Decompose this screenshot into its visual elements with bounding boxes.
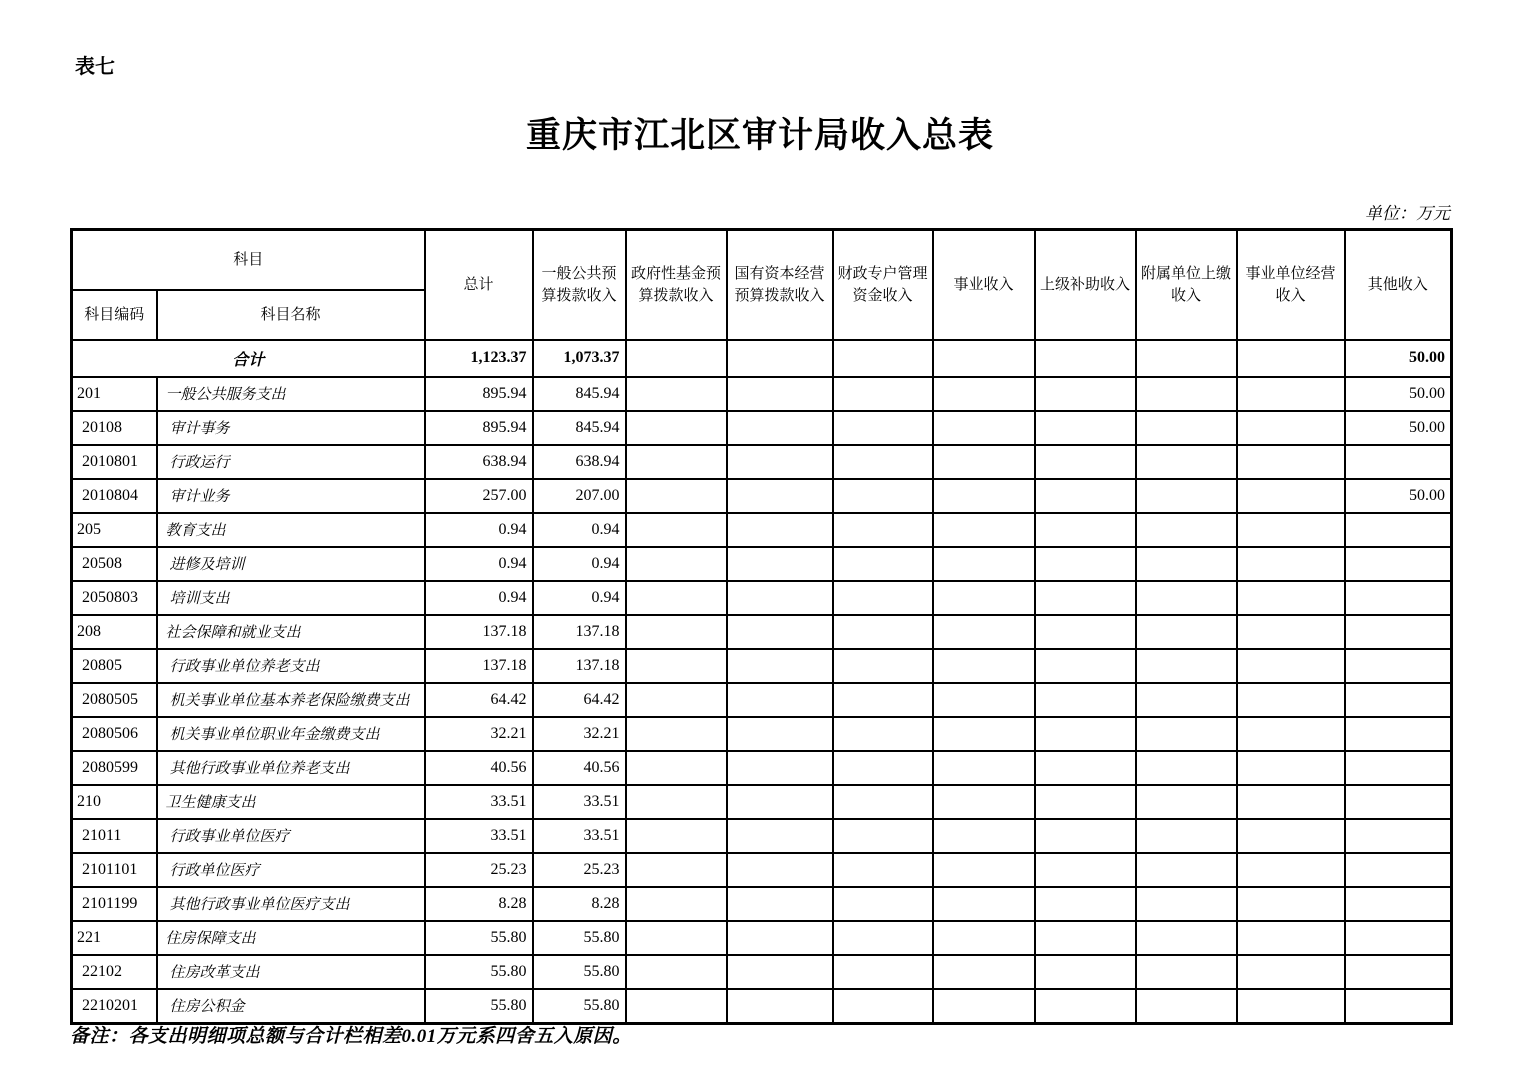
value-col-2: [626, 649, 727, 683]
value-col-1: 55.80: [533, 989, 626, 1024]
value-col-5: [933, 853, 1035, 887]
subject-name: 审计业务: [157, 479, 425, 513]
subject-name: 行政单位医疗: [157, 853, 425, 887]
value-col-8: [1237, 445, 1345, 479]
subject-name: 进修及培训: [157, 547, 425, 581]
subject-code: 2080506: [72, 717, 157, 751]
value-col-4: [833, 683, 933, 717]
value-col-4: [833, 989, 933, 1024]
table-row: [72, 547, 1452, 581]
value-col-1: 55.80: [533, 955, 626, 989]
value-col-3: [727, 377, 833, 411]
subject-code: 2080599: [72, 751, 157, 785]
table-row: [72, 751, 1452, 785]
value-col-2: [626, 615, 727, 649]
value-col-7: [1136, 751, 1237, 785]
total-value-col-1: 1,073.37: [533, 340, 626, 377]
total-row-label: 合计: [72, 340, 425, 377]
value-col-8: [1237, 479, 1345, 513]
value-col-5: [933, 989, 1035, 1024]
value-col-5: [933, 887, 1035, 921]
subject-name: 机关事业单位职业年金缴费支出: [157, 717, 425, 751]
value-col-6: [1035, 955, 1136, 989]
value-col-6: [1035, 479, 1136, 513]
subject-name: 其他行政事业单位养老支出: [157, 751, 425, 785]
subject-name: 培训支出: [157, 581, 425, 615]
header-col-institution-operating: 事业单位经营收入: [1237, 230, 1345, 340]
total-value-col-8: [1237, 340, 1345, 377]
value-col-1: 0.94: [533, 513, 626, 547]
value-col-5: [933, 785, 1035, 819]
value-col-3: [727, 683, 833, 717]
value-col-3: [727, 819, 833, 853]
value-col-7: [1136, 819, 1237, 853]
value-col-2: [626, 513, 727, 547]
table-row: [72, 411, 1452, 445]
value-col-7: [1136, 785, 1237, 819]
value-col-0: 8.28: [425, 887, 533, 921]
subject-code: 2010801: [72, 445, 157, 479]
value-col-0: 895.94: [425, 411, 533, 445]
value-col-0: 638.94: [425, 445, 533, 479]
value-col-4: [833, 649, 933, 683]
total-value-col-5: [933, 340, 1035, 377]
value-col-6: [1035, 649, 1136, 683]
value-col-7: [1136, 479, 1237, 513]
value-col-9: [1345, 751, 1452, 785]
value-col-5: [933, 717, 1035, 751]
subject-name: 住房保障支出: [157, 921, 425, 955]
value-col-9: [1345, 649, 1452, 683]
value-col-2: [626, 479, 727, 513]
value-col-4: [833, 955, 933, 989]
value-col-0: 55.80: [425, 921, 533, 955]
table-row: [72, 887, 1452, 921]
header-col-state-capital-budget: 国有资本经营预算拨款收入: [727, 230, 833, 340]
subject-name: 其他行政事业单位医疗支出: [157, 887, 425, 921]
value-col-4: [833, 819, 933, 853]
value-col-9: [1345, 513, 1452, 547]
header-subject-group: 科目: [72, 230, 425, 290]
header-subject-name: 科目名称: [157, 290, 425, 340]
value-col-5: [933, 547, 1035, 581]
header-col-fiscal-special-account: 财政专户管理资金收入: [833, 230, 933, 340]
header-subject-code: 科目编码: [72, 290, 157, 340]
value-col-3: [727, 615, 833, 649]
value-col-2: [626, 955, 727, 989]
value-col-5: [933, 513, 1035, 547]
value-col-2: [626, 785, 727, 819]
value-col-5: [933, 683, 1035, 717]
subject-code: 2010804: [72, 479, 157, 513]
value-col-9: [1345, 921, 1452, 955]
value-col-2: [626, 547, 727, 581]
value-col-8: [1237, 955, 1345, 989]
value-col-2: [626, 887, 727, 921]
value-col-1: 0.94: [533, 547, 626, 581]
value-col-4: [833, 717, 933, 751]
value-col-7: [1136, 411, 1237, 445]
value-col-7: [1136, 853, 1237, 887]
subject-name: 卫生健康支出: [157, 785, 425, 819]
value-col-1: 32.21: [533, 717, 626, 751]
table-row: [72, 921, 1452, 955]
subject-name: 住房公积金: [157, 989, 425, 1024]
value-col-2: [626, 751, 727, 785]
subject-code: 2101101: [72, 853, 157, 887]
table-row: [72, 683, 1452, 717]
subject-name: 机关事业单位基本养老保险缴费支出: [157, 683, 425, 717]
value-col-1: 638.94: [533, 445, 626, 479]
value-col-0: 55.80: [425, 989, 533, 1024]
value-col-0: 0.94: [425, 581, 533, 615]
subject-code: 208: [72, 615, 157, 649]
subject-code: 20108: [72, 411, 157, 445]
total-value-col-9: 50.00: [1345, 340, 1452, 377]
value-col-3: [727, 989, 833, 1024]
header-col-superior-subsidy: 上级补助收入: [1035, 230, 1136, 340]
value-col-8: [1237, 649, 1345, 683]
value-col-2: [626, 717, 727, 751]
total-value-col-2: [626, 340, 727, 377]
value-col-3: [727, 751, 833, 785]
total-value-col-7: [1136, 340, 1237, 377]
value-col-1: 845.94: [533, 411, 626, 445]
value-col-6: [1035, 547, 1136, 581]
value-col-4: [833, 751, 933, 785]
value-col-5: [933, 921, 1035, 955]
subject-name: 行政事业单位养老支出: [157, 649, 425, 683]
value-col-4: [833, 887, 933, 921]
table-row: [72, 445, 1452, 479]
table-header: [72, 230, 1452, 340]
value-col-8: [1237, 547, 1345, 581]
value-col-9: [1345, 819, 1452, 853]
value-col-9: [1345, 853, 1452, 887]
value-col-7: [1136, 683, 1237, 717]
value-col-7: [1136, 955, 1237, 989]
subject-name: 住房改革支出: [157, 955, 425, 989]
header-col-govt-fund-budget: 政府性基金预算拨款收入: [626, 230, 727, 340]
income-table-body: [72, 340, 1452, 1024]
value-col-4: [833, 411, 933, 445]
value-col-0: 40.56: [425, 751, 533, 785]
unit-label: 单位：万元: [1365, 204, 1450, 223]
table-row: [72, 785, 1452, 819]
value-col-6: [1035, 751, 1136, 785]
value-col-1: 25.23: [533, 853, 626, 887]
value-col-1: 64.42: [533, 683, 626, 717]
value-col-7: [1136, 649, 1237, 683]
value-col-2: [626, 581, 727, 615]
value-col-0: 0.94: [425, 547, 533, 581]
value-col-0: 25.23: [425, 853, 533, 887]
value-col-2: [626, 819, 727, 853]
total-value-col-6: [1035, 340, 1136, 377]
value-col-4: [833, 615, 933, 649]
value-col-7: [1136, 581, 1237, 615]
value-col-8: [1237, 717, 1345, 751]
value-col-8: [1237, 377, 1345, 411]
subject-name: 一般公共服务支出: [157, 377, 425, 411]
value-col-7: [1136, 513, 1237, 547]
subject-code: 2210201: [72, 989, 157, 1024]
value-col-7: [1136, 615, 1237, 649]
value-col-9: 50.00: [1345, 377, 1452, 411]
table-row: [72, 615, 1452, 649]
value-col-3: [727, 513, 833, 547]
header-col-total: 总计: [425, 230, 533, 340]
subject-name: 审计事务: [157, 411, 425, 445]
table-row: [72, 377, 1452, 411]
value-col-9: [1345, 547, 1452, 581]
value-col-8: [1237, 683, 1345, 717]
total-value-col-4: [833, 340, 933, 377]
value-col-6: [1035, 717, 1136, 751]
table-row: [72, 581, 1452, 615]
value-col-1: 33.51: [533, 819, 626, 853]
value-col-7: [1136, 377, 1237, 411]
value-col-4: [833, 377, 933, 411]
value-col-8: [1237, 411, 1345, 445]
value-col-4: [833, 513, 933, 547]
table-row: [72, 853, 1452, 887]
table-row: [72, 717, 1452, 751]
page-title: 重庆市江北区审计局收入总表: [525, 116, 994, 155]
value-col-5: [933, 479, 1035, 513]
subject-code: 21011: [72, 819, 157, 853]
value-col-2: [626, 921, 727, 955]
value-col-2: [626, 411, 727, 445]
value-col-7: [1136, 717, 1237, 751]
subject-code: 2050803: [72, 581, 157, 615]
table-row: [72, 955, 1452, 989]
value-col-4: [833, 445, 933, 479]
value-col-3: [727, 853, 833, 887]
value-col-4: [833, 479, 933, 513]
subject-code: 20508: [72, 547, 157, 581]
value-col-1: 8.28: [533, 887, 626, 921]
value-col-9: [1345, 615, 1452, 649]
value-col-6: [1035, 785, 1136, 819]
value-col-2: [626, 853, 727, 887]
table-row: [72, 513, 1452, 547]
value-col-5: [933, 649, 1035, 683]
subject-name: 社会保障和就业支出: [157, 615, 425, 649]
value-col-7: [1136, 445, 1237, 479]
value-col-8: [1237, 785, 1345, 819]
header-col-institution-income: 事业收入: [933, 230, 1035, 340]
subject-code: 2080505: [72, 683, 157, 717]
subject-code: 22102: [72, 955, 157, 989]
value-col-5: [933, 751, 1035, 785]
header-col-other-income: 其他收入: [1345, 230, 1452, 340]
value-col-4: [833, 853, 933, 887]
subject-code: 201: [72, 377, 157, 411]
value-col-3: [727, 547, 833, 581]
value-col-2: [626, 989, 727, 1024]
value-col-3: [727, 887, 833, 921]
total-value-col-0: 1,123.37: [425, 340, 533, 377]
table-number-label: 表七: [75, 56, 115, 78]
value-col-3: [727, 445, 833, 479]
value-col-0: 0.94: [425, 513, 533, 547]
value-col-8: [1237, 853, 1345, 887]
subject-name: 教育支出: [157, 513, 425, 547]
value-col-9: [1345, 581, 1452, 615]
value-col-6: [1035, 581, 1136, 615]
value-col-7: [1136, 989, 1237, 1024]
value-col-7: [1136, 921, 1237, 955]
value-col-0: 257.00: [425, 479, 533, 513]
value-col-2: [626, 445, 727, 479]
value-col-1: 33.51: [533, 785, 626, 819]
value-col-2: [626, 683, 727, 717]
income-table: [70, 228, 1453, 1025]
value-col-6: [1035, 989, 1136, 1024]
subject-name: 行政事业单位医疗: [157, 819, 425, 853]
value-col-1: 0.94: [533, 581, 626, 615]
value-col-0: 32.21: [425, 717, 533, 751]
value-col-6: [1035, 683, 1136, 717]
value-col-5: [933, 581, 1035, 615]
value-col-7: [1136, 547, 1237, 581]
total-row: [72, 340, 1452, 377]
value-col-3: [727, 649, 833, 683]
value-col-4: [833, 785, 933, 819]
value-col-8: [1237, 513, 1345, 547]
value-col-9: 50.00: [1345, 411, 1452, 445]
value-col-5: [933, 445, 1035, 479]
value-col-3: [727, 955, 833, 989]
value-col-9: [1345, 887, 1452, 921]
value-col-0: 895.94: [425, 377, 533, 411]
value-col-9: [1345, 989, 1452, 1024]
value-col-3: [727, 581, 833, 615]
value-col-6: [1035, 887, 1136, 921]
value-col-4: [833, 547, 933, 581]
value-col-6: [1035, 377, 1136, 411]
value-col-1: 40.56: [533, 751, 626, 785]
value-col-6: [1035, 615, 1136, 649]
table-row: [72, 479, 1452, 513]
value-col-8: [1237, 989, 1345, 1024]
value-col-8: [1237, 615, 1345, 649]
total-value-col-3: [727, 340, 833, 377]
value-col-2: [626, 377, 727, 411]
value-col-8: [1237, 921, 1345, 955]
value-col-5: [933, 615, 1035, 649]
table-row: [72, 819, 1452, 853]
value-col-5: [933, 955, 1035, 989]
value-col-5: [933, 377, 1035, 411]
subject-code: 2101199: [72, 887, 157, 921]
value-col-0: 137.18: [425, 615, 533, 649]
value-col-9: 50.00: [1345, 479, 1452, 513]
value-col-8: [1237, 819, 1345, 853]
table-row: [72, 989, 1452, 1024]
value-col-9: [1345, 683, 1452, 717]
value-col-9: [1345, 445, 1452, 479]
value-col-5: [933, 819, 1035, 853]
subject-code: 20805: [72, 649, 157, 683]
header-col-affiliated-unit-remittance: 附属单位上缴收入: [1136, 230, 1237, 340]
value-col-3: [727, 785, 833, 819]
value-col-3: [727, 411, 833, 445]
value-col-3: [727, 479, 833, 513]
value-col-8: [1237, 887, 1345, 921]
value-col-0: 137.18: [425, 649, 533, 683]
value-col-3: [727, 921, 833, 955]
footnote: 备注：各支出明细项总额与合计栏相差0.01万元系四舍五入原因。: [70, 1026, 632, 1047]
value-col-1: 845.94: [533, 377, 626, 411]
value-col-1: 55.80: [533, 921, 626, 955]
value-col-9: [1345, 717, 1452, 751]
value-col-1: 207.00: [533, 479, 626, 513]
value-col-8: [1237, 751, 1345, 785]
value-col-3: [727, 717, 833, 751]
value-col-1: 137.18: [533, 615, 626, 649]
subject-code: 205: [72, 513, 157, 547]
value-col-6: [1035, 921, 1136, 955]
subject-code: 210: [72, 785, 157, 819]
header-col-general-public-budget: 一般公共预算拨款收入: [533, 230, 626, 340]
value-col-6: [1035, 445, 1136, 479]
subject-name: 行政运行: [157, 445, 425, 479]
value-col-8: [1237, 581, 1345, 615]
value-col-6: [1035, 819, 1136, 853]
value-col-6: [1035, 853, 1136, 887]
value-col-5: [933, 411, 1035, 445]
value-col-7: [1136, 887, 1237, 921]
value-col-9: [1345, 955, 1452, 989]
value-col-0: 33.51: [425, 819, 533, 853]
value-col-0: 55.80: [425, 955, 533, 989]
value-col-4: [833, 921, 933, 955]
value-col-6: [1035, 513, 1136, 547]
value-col-0: 64.42: [425, 683, 533, 717]
value-col-9: [1345, 785, 1452, 819]
value-col-1: 137.18: [533, 649, 626, 683]
subject-code: 221: [72, 921, 157, 955]
value-col-4: [833, 581, 933, 615]
value-col-0: 33.51: [425, 785, 533, 819]
table-row: [72, 649, 1452, 683]
value-col-6: [1035, 411, 1136, 445]
